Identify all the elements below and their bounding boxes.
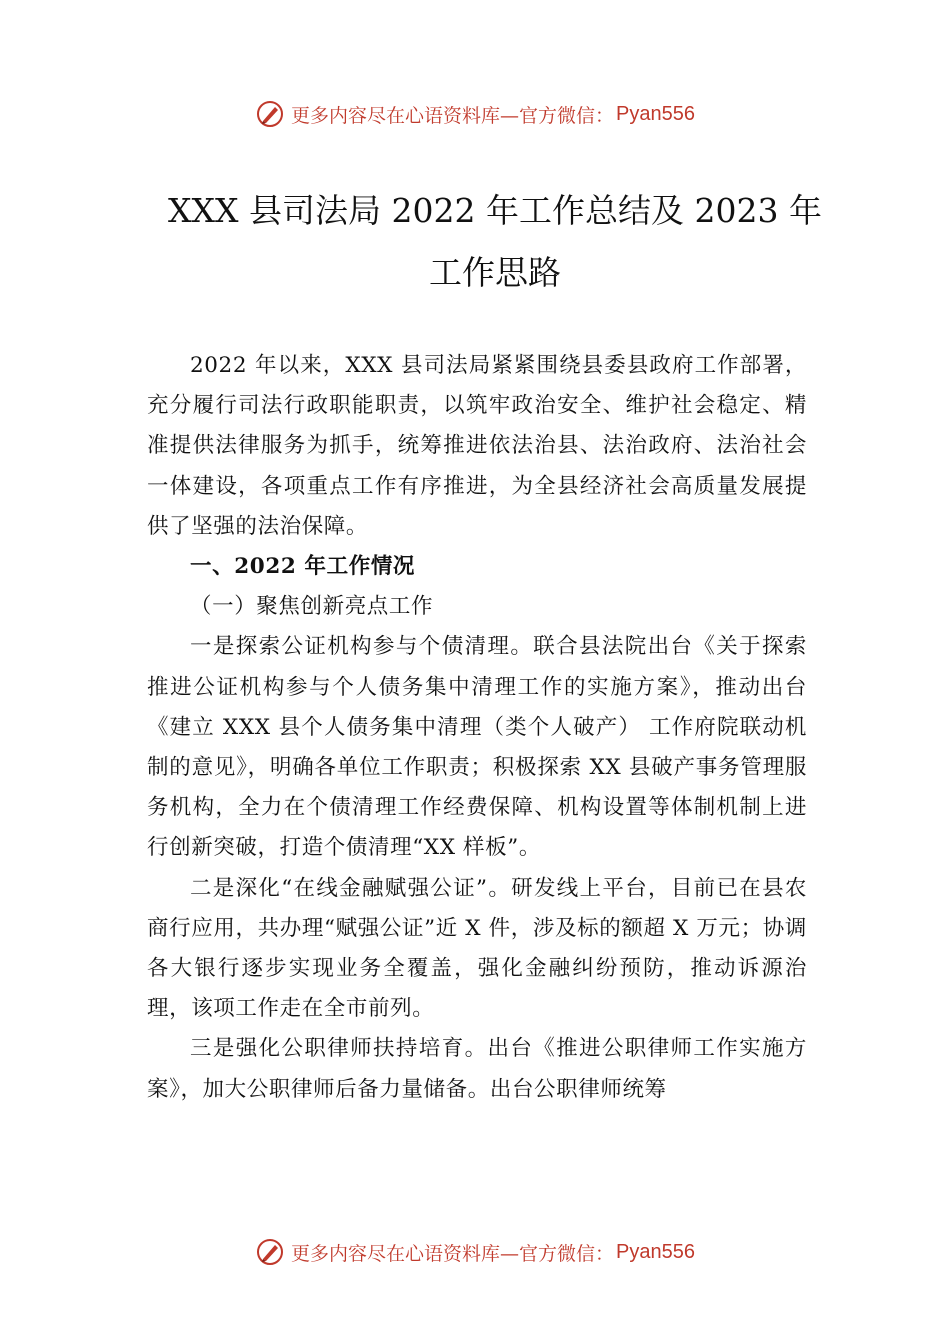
body-paragraph-3: 三是强化公职律师扶持培育。出台《推进公职律师工作实施方案》，加大公职律师后备力量储备。出台公职律师统筹 xyxy=(147,1036,807,1102)
header-watermark-banner xyxy=(0,94,950,134)
banner-wechat-id: Pyan556 xyxy=(616,1240,695,1263)
banner-wechat-id: Pyan556 xyxy=(616,102,695,125)
footer-watermark-banner xyxy=(0,1232,950,1272)
body-paragraph-1: 一是探索公证机构参与个债清理。联合县法院出台《关于探索推进公证机构参与个人债务集中清理工作的实施方案》，推动出台《建立 XXX 县个人债务集中清理（类个人破产） 工作府院联动机制的意见》，明确各单位工作职责；积极探索 XX 县破产事务管理服务机构，全力在个债清理工作经费保障、机构设置等体制机制上进行创新突破，打造个债清理“XX 样板”。 xyxy=(147,634,807,861)
pen-logo-icon xyxy=(255,99,285,129)
body-paragraph-2: 二是深化“在线金融赋强公证”。研发线上平台，目前已在县农商行应用，共办理“赋强公证”近 X 件，涉及标的额超 X 万元；协调各大银行逐步实现业务全覆盖，强化金融纠纷预防，推动诉源治理，该项工作走在全市前列。 xyxy=(147,875,807,1022)
document-body xyxy=(147,346,807,1110)
document-title-line-1: XXX 县司法局 2022 年工作总结及 2023 年 xyxy=(168,191,822,230)
pen-logo-icon xyxy=(255,1237,285,1267)
subsection-heading-1: （一）聚焦创新亮点工作 xyxy=(190,594,434,620)
banner-text: 更多内容尽在心语资料库—官方微信： xyxy=(291,104,615,127)
document-title-line-2: 工作思路 xyxy=(429,253,561,292)
intro-paragraph: 2022 年以来，XXX 县司法局紧紧围绕县委县政府工作部署，充分履行司法行政职能职责，以筑牢政治安全、维护社会稳定、精准提供法律服务为抓手，统筹推进依法治县、法治政府、法治社会一体建设，各项重点工作有序推进，为全县经济社会高质量发展提供了坚强的法治保障。 xyxy=(147,353,807,539)
banner-text: 更多内容尽在心语资料库—官方微信： xyxy=(291,1242,615,1265)
section-heading-1: 一、2022 年工作情况 xyxy=(190,554,416,580)
